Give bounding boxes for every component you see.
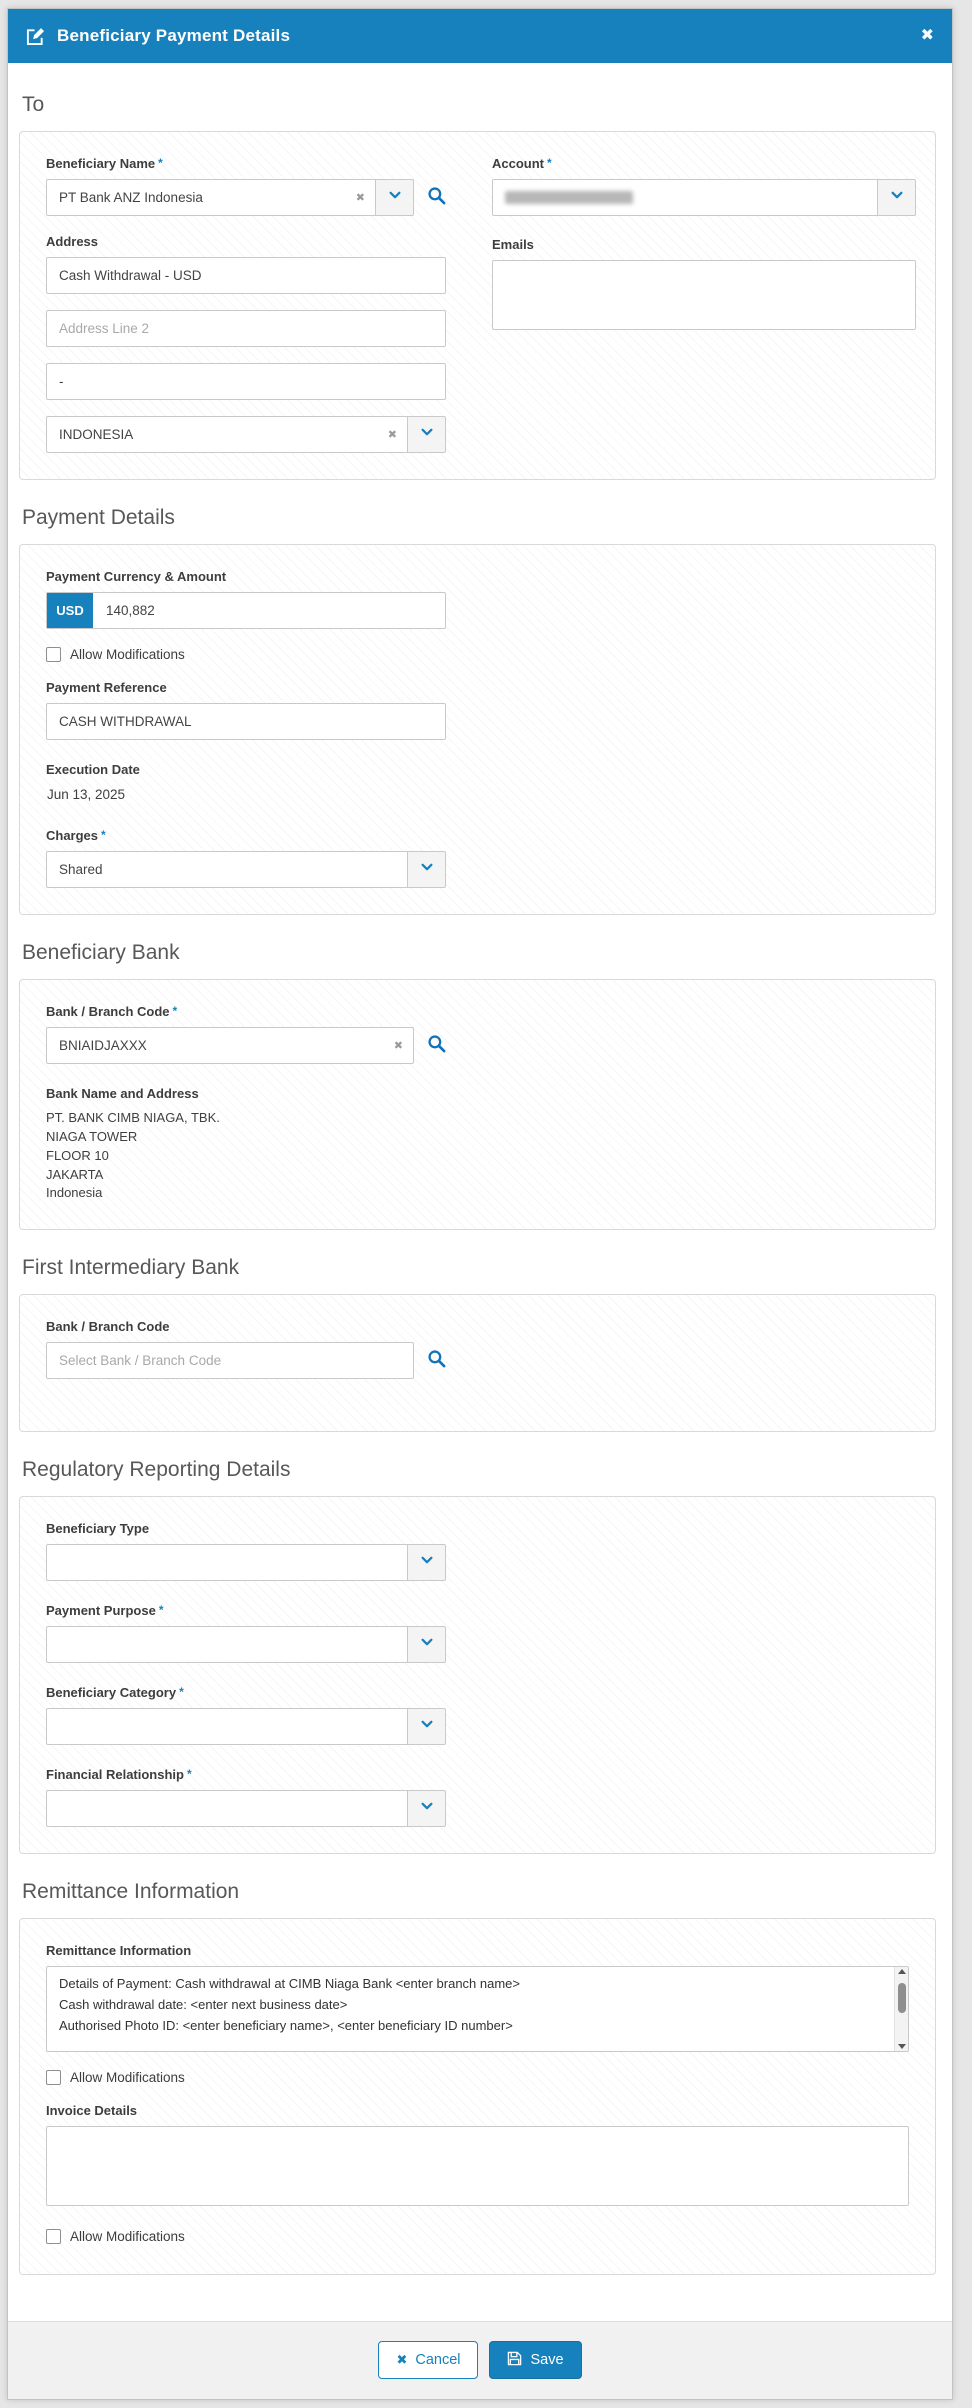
allow-modifications-label: Allow Modifications [70, 647, 185, 662]
modal-header [8, 9, 952, 63]
chevron-down-icon [420, 1717, 434, 1736]
allow-modifications-row [46, 2229, 909, 2244]
currency-amount-label: Payment Currency & Amount [46, 569, 227, 584]
bank-name-address-field [46, 1086, 909, 1203]
allow-modifications-checkbox[interactable] [46, 2070, 61, 2085]
remittance-info-label: Remittance Information [46, 1943, 192, 1959]
bank-branch-code-search-button[interactable] [427, 1027, 446, 1064]
beneficiary-type-label: Beneficiary Type [46, 1521, 150, 1537]
payment-reference-field [46, 680, 909, 740]
execution-date-label: Execution Date [46, 762, 140, 777]
account-dropdown-button[interactable] [878, 179, 916, 216]
save-button[interactable]: Save [489, 2341, 581, 2379]
allow-modifications-row [46, 2070, 909, 2085]
bank-name-address-value: PT. BANK CIMB NIAGA, TBK. NIAGA TOWER FLOOR 10 JAKARTA Indonesia [46, 1110, 220, 1201]
beneficiary-category-select[interactable] [46, 1708, 408, 1745]
bank-name-address-label: Bank Name and Address [46, 1086, 199, 1101]
account-input[interactable] [492, 179, 878, 216]
intermediary-bank-branch-code-input[interactable] [46, 1342, 414, 1379]
beneficiary-payment-details-modal [7, 8, 953, 2400]
emails-field [492, 237, 916, 335]
required-marker: * [172, 1004, 178, 1018]
close-icon[interactable]: ✖ [920, 27, 934, 44]
invoice-details-label: Invoice Details [46, 2103, 138, 2119]
to-panel [19, 131, 936, 480]
required-marker: * [186, 1767, 192, 1782]
edit-icon [26, 27, 45, 46]
allow-modifications-label: Allow Modifications [70, 2070, 185, 2086]
account-label: Account [492, 156, 544, 171]
charges-select[interactable]: Shared [46, 851, 408, 888]
bank-branch-code-label: Bank / Branch Code [46, 1004, 170, 1019]
scrollbar[interactable] [894, 1967, 908, 2051]
scroll-down-icon[interactable] [898, 2044, 906, 2049]
chevron-down-icon [420, 1799, 434, 1818]
section-heading-to: To [22, 93, 45, 116]
required-marker: * [547, 156, 552, 170]
address-line3-input[interactable] [46, 363, 446, 400]
financial-relationship-field [46, 1767, 909, 1827]
section-heading-regulatory: Regulatory Reporting Details [22, 1458, 291, 1482]
payment-purpose-select[interactable] [46, 1626, 408, 1663]
chevron-down-icon [388, 188, 402, 207]
scrollbar-thumb[interactable] [898, 1983, 906, 2013]
financial-relationship-dropdown-button[interactable] [408, 1790, 446, 1827]
chevron-down-icon [890, 188, 904, 207]
chevron-down-icon [420, 860, 434, 879]
account-field [492, 156, 916, 216]
allow-modifications-checkbox[interactable] [46, 2229, 61, 2244]
invoice-details-textarea[interactable] [46, 2126, 909, 2206]
beneficiary-type-field [46, 1521, 909, 1581]
charges-field [46, 828, 909, 888]
amount-input[interactable]: 140,882 [106, 603, 155, 618]
allow-modifications-checkbox[interactable] [46, 647, 61, 662]
address-line2-input[interactable] [46, 310, 446, 347]
charges-label: Charges [46, 828, 99, 843]
payment-details-panel [19, 544, 936, 915]
modal-footer [8, 2321, 952, 2399]
modal-body [8, 63, 952, 2321]
beneficiary-type-dropdown-button[interactable] [408, 1544, 446, 1581]
search-icon [427, 186, 446, 210]
remittance-panel [19, 1918, 936, 2275]
beneficiary-bank-panel [19, 979, 936, 1230]
beneficiary-category-dropdown-button[interactable] [408, 1708, 446, 1745]
required-marker: * [158, 1603, 164, 1618]
intermediary-bank-search-button[interactable] [427, 1342, 446, 1379]
intermediary-bank-branch-code-label: Bank / Branch Code [46, 1319, 170, 1335]
save-disk-icon [507, 2351, 522, 2370]
remittance-info-field [46, 1943, 909, 2052]
beneficiary-name-input[interactable]: PT Bank ANZ Indonesia ✖ [46, 179, 376, 216]
bank-branch-code-field [46, 1004, 909, 1064]
payment-reference-label: Payment Reference [46, 680, 167, 695]
required-marker: * [179, 1685, 184, 1700]
bank-branch-code-input[interactable]: BNIAIDJAXXX ✖ [46, 1027, 414, 1064]
address-field [46, 234, 446, 453]
allow-modifications-row [46, 647, 909, 662]
section-heading-first-intermediary-bank: First Intermediary Bank [22, 1256, 240, 1280]
payment-purpose-field [46, 1603, 909, 1663]
payment-purpose-label: Payment Purpose [46, 1603, 156, 1619]
beneficiary-type-select[interactable] [46, 1544, 408, 1581]
search-icon [427, 1349, 446, 1373]
section-heading-beneficiary-bank: Beneficiary Bank [22, 941, 180, 964]
cancel-button[interactable]: ✖ Cancel [378, 2341, 478, 2379]
address-label: Address [46, 234, 99, 249]
regulatory-panel [19, 1496, 936, 1854]
clear-icon[interactable]: ✖ [393, 1040, 403, 1052]
financial-relationship-label: Financial Relationship [46, 1767, 184, 1783]
address-line1-input[interactable] [46, 257, 446, 294]
financial-relationship-select[interactable] [46, 1790, 408, 1827]
chevron-down-icon [420, 1635, 434, 1654]
invoice-details-field [46, 2103, 909, 2211]
beneficiary-category-field [46, 1685, 909, 1745]
cancel-x-icon: ✖ [396, 2352, 408, 2368]
first-intermediary-bank-panel [19, 1294, 936, 1432]
section-heading-remittance: Remittance Information [22, 1880, 240, 1904]
allow-modifications-label: Allow Modifications [70, 2229, 185, 2245]
required-marker: * [158, 156, 163, 170]
address-country-dropdown-button[interactable] [408, 416, 446, 453]
beneficiary-name-search-button[interactable] [427, 179, 446, 216]
clear-icon[interactable]: ✖ [355, 192, 365, 204]
emails-label: Emails [492, 237, 534, 252]
required-marker: * [101, 828, 106, 842]
section-heading-payment-details: Payment Details [22, 506, 175, 529]
account-value-redacted [505, 191, 633, 204]
clear-icon[interactable]: ✖ [387, 429, 397, 441]
chevron-down-icon [420, 1553, 434, 1572]
execution-date-value: Jun 13, 2025 [47, 787, 126, 802]
payment-reference-input[interactable] [46, 703, 446, 740]
beneficiary-name-label: Beneficiary Name [46, 156, 156, 171]
charges-dropdown-button[interactable] [408, 851, 446, 888]
beneficiary-category-label: Beneficiary Category [46, 1685, 177, 1701]
currency-amount-field [46, 569, 909, 629]
currency-badge: USD [47, 593, 93, 628]
remittance-info-textarea[interactable]: Details of Payment: Cash withdrawal at CIMB Niaga Bank <enter branch name> Cash withdrawal date: <enter next business date> Authorised Photo ID: <enter beneficiary name>, <enter beneficiary ID number> [46, 1966, 909, 2052]
beneficiary-name-field [46, 156, 446, 216]
intermediary-bank-branch-code-field [46, 1319, 909, 1379]
payment-purpose-dropdown-button[interactable] [408, 1626, 446, 1663]
emails-textarea[interactable] [492, 260, 916, 330]
chevron-down-icon [420, 425, 434, 444]
address-country-input[interactable]: INDONESIA ✖ [46, 416, 408, 453]
search-icon [427, 1034, 446, 1058]
modal-title: Beneficiary Payment Details [57, 26, 291, 45]
execution-date-field [46, 762, 909, 806]
scroll-up-icon[interactable] [898, 1969, 906, 1974]
beneficiary-name-dropdown-button[interactable] [376, 179, 414, 216]
